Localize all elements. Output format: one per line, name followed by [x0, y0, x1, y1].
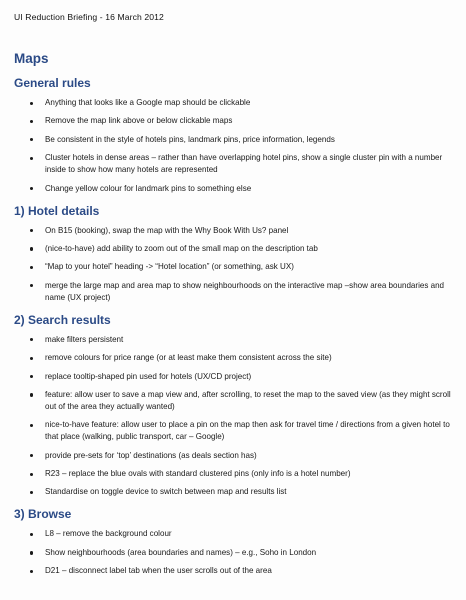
list-item: replace tooltip-shaped pin used for hotels (UX/CD project) — [14, 371, 454, 383]
list-item: (nice-to-have) add ability to zoom out of the small map on the description tab — [14, 243, 454, 255]
list-item: remove colours for price range (or at least make them consistent across the site) — [14, 352, 454, 364]
list-item: “Map to your hotel” heading -> “Hotel location” (or something, ask UX) — [14, 261, 454, 273]
bullet-icon — [30, 375, 33, 378]
list-item: make filters persistent — [14, 334, 454, 346]
list-item: provide pre-sets for ‘top’ destinations (as deals section has) — [14, 450, 454, 462]
list-item: Standardise on toggle device to switch between map and results list — [14, 486, 454, 498]
list-item: nice-to-have feature: allow user to place a pin on the map then ask for travel time / directions from a given hotel to that place (walking, public transport, car – Google) — [14, 419, 454, 443]
list-item: Be consistent in the style of hotels pins, landmark pins, price information, legends — [14, 134, 454, 146]
list-item: Show neighbourhoods (area boundaries and names) – e.g., Soho in London — [14, 547, 454, 559]
section-heading-hotel-details: 1) Hotel details — [14, 203, 100, 218]
bullet-icon — [30, 393, 33, 396]
document-content — [14, 50, 454, 585]
hotel-details-list — [14, 225, 454, 304]
search-results-list — [14, 334, 454, 499]
bullet-icon — [30, 120, 33, 123]
bullet-icon — [30, 157, 33, 160]
list-item: feature: allow user to save a map view and, after scrolling, to reset the map to the saved view (as they might scroll out of the area they actually wanted) — [14, 389, 454, 413]
bullet-icon — [30, 491, 33, 494]
bullet-icon — [30, 533, 33, 536]
list-item: Cluster hotels in dense areas – rather than have overlapping hotel pins, show a single cluster pin with a number inside to show how many hotels are represented — [14, 152, 454, 176]
bullet-icon — [30, 247, 33, 250]
bullet-icon — [30, 424, 33, 427]
list-item: Change yellow colour for landmark pins to something else — [14, 183, 454, 195]
bullet-icon — [30, 284, 33, 287]
general-rules-list — [14, 97, 454, 195]
bullet-icon — [30, 102, 33, 105]
bullet-icon — [30, 138, 33, 141]
list-item: R23 – replace the blue ovals with standard clustered pins (only info is a hotel number) — [14, 468, 454, 480]
list-item: Remove the map link above or below clickable maps — [14, 115, 454, 127]
bullet-icon — [30, 570, 33, 573]
section-heading-browse: 3) Browse — [14, 507, 72, 522]
bullet-icon — [30, 338, 33, 341]
bullet-icon — [30, 187, 33, 190]
list-item: L8 – remove the background colour — [14, 528, 454, 540]
bullet-icon — [30, 266, 33, 269]
bullet-icon — [30, 357, 33, 360]
document-header: UI Reduction Briefing - 16 March 2012 — [14, 12, 164, 22]
list-item: Anything that looks like a Google map should be clickable — [14, 97, 454, 109]
bullet-icon — [30, 551, 33, 554]
list-item: D21 – disconnect label tab when the user scrolls out of the area — [14, 565, 454, 577]
browse-list — [14, 528, 454, 577]
bullet-icon — [30, 229, 33, 232]
section-heading-search-results: 2) Search results — [14, 312, 111, 327]
list-item: On B15 (booking), swap the map with the Why Book With Us? panel — [14, 225, 454, 237]
bullet-icon — [30, 473, 33, 476]
bullet-icon — [30, 454, 33, 457]
page-title: Maps — [14, 51, 49, 66]
list-item: merge the large map and area map to show neighbourhoods on the interactive map –show area boundaries and name (UX project) — [14, 280, 454, 304]
section-heading-general-rules: General rules — [14, 76, 91, 90]
